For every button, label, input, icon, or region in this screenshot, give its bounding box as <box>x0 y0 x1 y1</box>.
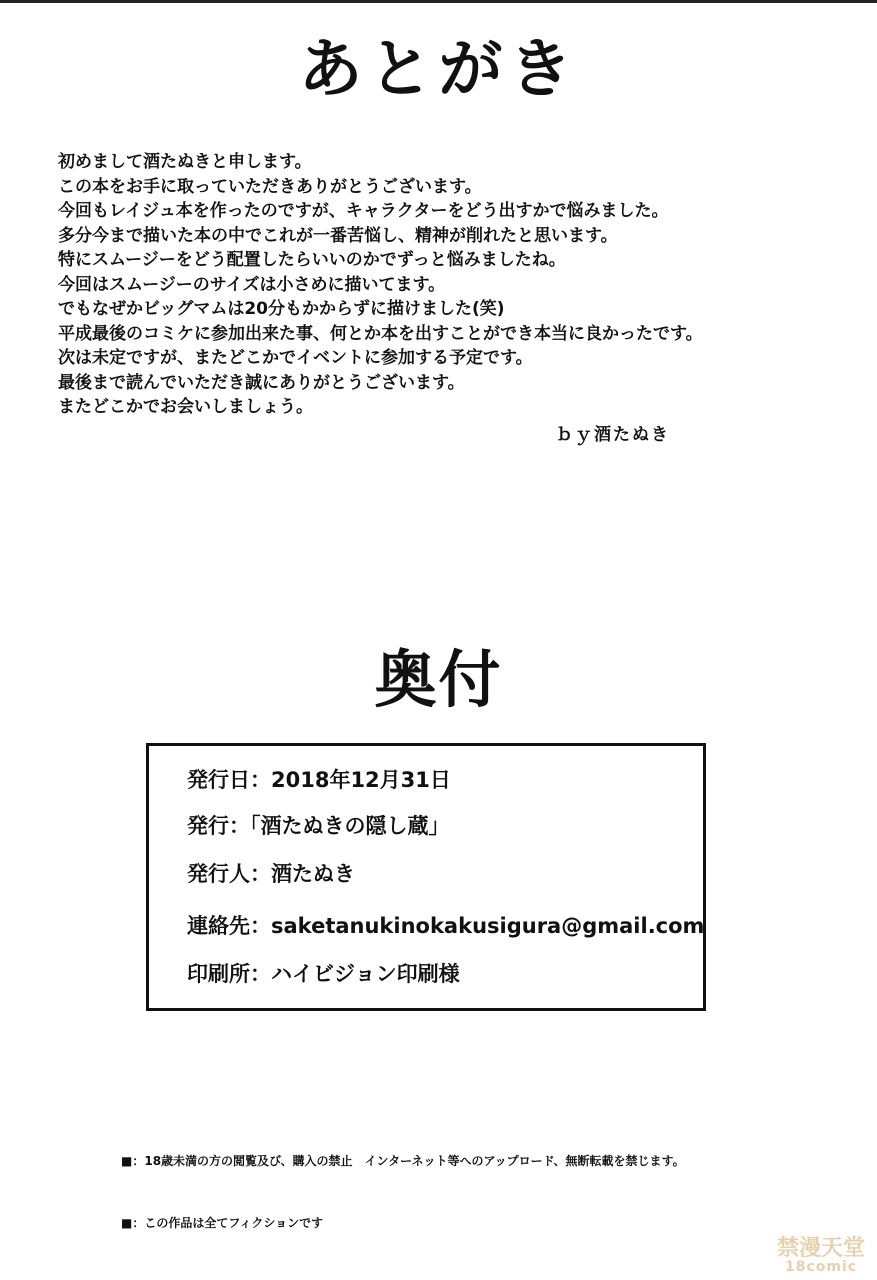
afterword-line: 特にスムージーをどう配置したらいいのかでずっと悩みましたね。 <box>58 250 566 270</box>
colophon-box <box>146 743 706 1011</box>
top-border-line <box>0 0 877 3</box>
afterword-line: 次は未定ですが、またどこかでイベントに参加する予定です。 <box>58 348 533 368</box>
afterword-line: 平成最後のコミケに参加出来た事、何とか本を出すことができ本当に良かったです。 <box>58 323 703 344</box>
afterword-line: でもなぜかビッグマムは20分もかからずに描けました(笑) <box>58 299 505 319</box>
colophon-value: 2018年12月31日 <box>271 768 451 792</box>
colophon-label: 発行人： <box>187 862 271 886</box>
watermark-text-bottom: 18comic <box>784 1259 858 1275</box>
afterword-line: 初めまして酒たぬきと申します。 <box>58 152 312 172</box>
colophon-label: 発行： <box>187 814 250 838</box>
colophon-label: 連絡先： <box>187 914 271 938</box>
author-signature: ｂｙ酒たぬき <box>556 425 670 445</box>
afterword-line: 多分今まで描いた本の中でこれが一番苦悩し、精神が削れたと思います。 <box>58 225 618 246</box>
colophon-row-printer <box>187 960 460 988</box>
afterword-line: 今回はスムージーのサイズは小さめに描いてます。 <box>58 274 446 295</box>
colophon-row-contact <box>187 912 704 940</box>
colophon-label: 発行日： <box>187 768 271 792</box>
colophon-value: ハイビジョン印刷様 <box>271 962 460 986</box>
colophon-label: 印刷所： <box>187 962 271 986</box>
notice-age-restriction: ■：18歳未満の方の閲覧及び、購入の禁止 インターネット等へのアップロード、無断転載を禁じます。 <box>121 1154 685 1168</box>
colophon-title: 奥付 <box>374 643 503 716</box>
afterword-line: 今回もレイジュ本を作ったのですが、キャラクターをどう出すかで悩みました。 <box>58 201 669 221</box>
watermark-text-top: 禁漫天堂 <box>776 1236 865 1261</box>
colophon-row-publisher <box>187 812 450 840</box>
afterword-title: あとがき <box>298 33 579 107</box>
afterword-line: 最後まで読んでいただき誠にありがとうございます。 <box>58 372 465 393</box>
notice-fiction: ■：この作品は全てフィクションです <box>121 1216 324 1230</box>
watermark-logo <box>771 1238 871 1274</box>
contact-email: saketanukinokakusigura@gmail.com <box>271 914 705 938</box>
afterword-line: またどこかでお会いしましょう。 <box>58 397 313 417</box>
colophon-row-date <box>187 766 451 794</box>
colophon-row-issuer <box>187 860 355 888</box>
colophon-value: 酒たぬき <box>271 862 355 886</box>
afterword-body <box>58 150 838 420</box>
colophon-value: 「酒たぬきの隠し蔵」 <box>250 814 450 838</box>
afterword-line: この本をお手に取っていただきありがとうございます。 <box>58 176 482 197</box>
